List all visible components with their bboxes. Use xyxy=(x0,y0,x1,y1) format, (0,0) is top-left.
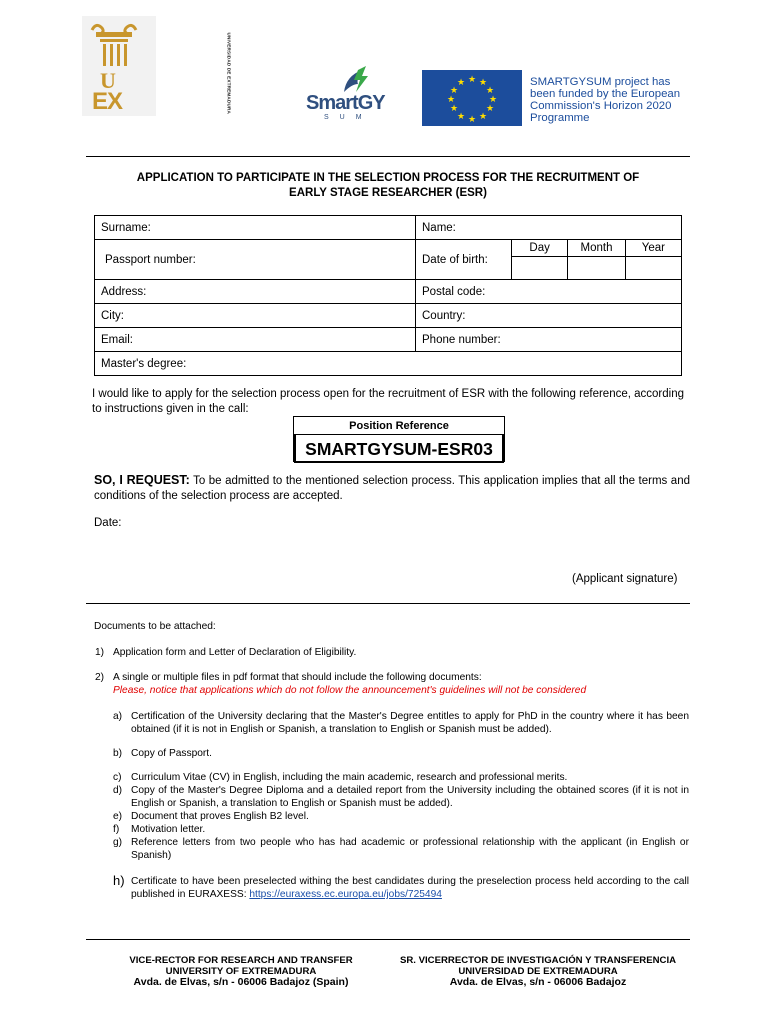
footer-english xyxy=(96,955,386,988)
svg-text:★: ★ xyxy=(446,95,456,105)
footer-left-address: Avda. de Elvas, s/n - 06006 Badajoz (Spain) xyxy=(133,976,349,988)
university-extremadura-logo xyxy=(82,16,232,116)
masters-degree-field[interactable]: Master's degree: xyxy=(95,352,682,376)
dob-day-header: Day xyxy=(512,240,568,256)
svg-text:★: ★ xyxy=(478,112,488,122)
svg-text:★: ★ xyxy=(449,86,459,96)
svg-text:★: ★ xyxy=(488,95,498,105)
signature-divider xyxy=(86,603,690,604)
euraxess-link[interactable]: https://euraxess.ec.europa.eu/jobs/725494 xyxy=(249,889,442,900)
dob-month-header: Month xyxy=(568,240,625,256)
uex-ex-letters: EX xyxy=(92,88,123,115)
city-field[interactable]: City: xyxy=(95,304,416,328)
country-field[interactable]: Country: xyxy=(416,304,682,328)
svg-text:★: ★ xyxy=(485,104,495,114)
dob-month-input[interactable] xyxy=(568,256,625,279)
documents-heading: Documents to be attached: xyxy=(94,621,216,632)
document-sub-f: Motivation letter. xyxy=(131,824,206,835)
svg-text:★: ★ xyxy=(485,86,495,96)
name-field[interactable]: Name: xyxy=(416,216,682,240)
document-item-1: Application form and Letter of Declaration of Eligibility. xyxy=(113,647,357,658)
svg-text:★: ★ xyxy=(467,75,477,85)
date-label: Date: xyxy=(94,517,122,529)
phone-field[interactable]: Phone number: xyxy=(416,328,682,352)
footer-spanish xyxy=(388,955,688,988)
document-sub-g: Reference letters from two people who has had academic or professional relationship with the applicant (in English or Spanish) xyxy=(131,837,689,861)
uex-u-letter: U xyxy=(100,68,116,93)
request-statement xyxy=(94,473,690,504)
position-reference-label: Position Reference xyxy=(294,417,504,435)
svg-text:★: ★ xyxy=(456,78,466,88)
email-field[interactable]: Email: xyxy=(95,328,416,352)
signature-label: (Applicant signature) xyxy=(572,573,678,585)
footer-divider xyxy=(86,939,690,940)
footer-right-address: Avda. de Elvas, s/n - 06006 Badajoz xyxy=(449,976,627,988)
footer-right-line-2: UNIVERSIDAD DE EXTREMADURA xyxy=(458,966,618,977)
footer-left-line-1: VICE-RECTOR FOR RESEARCH AND TRANSFER xyxy=(129,955,353,966)
uex-vertical-name: UNIVERSIDAD DE EXTREMADURA xyxy=(226,32,232,115)
column-capital-icon xyxy=(86,20,142,70)
apply-statement: I would like to apply for the selection process open for the recruitment of ESR with the following reference, according to instructions given in the call: xyxy=(92,388,684,415)
document-sub-a: Certification of the University declaring that the Master's Degree entitles to apply for PhD in the country where it has been obtained (if it is not in English or Spanish, a translation to English or Spanish must be added). xyxy=(131,711,689,735)
header-divider xyxy=(86,156,690,157)
footer-left-line-2: UNIVERSITY OF EXTREMADURA xyxy=(165,966,317,977)
dob-year-header: Year xyxy=(625,240,681,256)
eu-flag xyxy=(422,70,522,126)
postal-code-field[interactable]: Postal code: xyxy=(416,280,682,304)
document-sub-b: Copy of Passport. xyxy=(131,748,212,759)
dob-day-input[interactable] xyxy=(512,256,568,279)
request-text: To be admitted to the mentioned selection process. This application implies that all the terms and conditions of the selection process are accepted. xyxy=(94,475,690,502)
address-field[interactable]: Address: xyxy=(95,280,416,304)
list-marker: 1) xyxy=(95,647,105,658)
svg-text:★: ★ xyxy=(456,112,466,122)
smartgysum-logo xyxy=(306,66,410,126)
title-line-2: EARLY STAGE RESEARCHER (ESR) xyxy=(289,187,487,199)
dob-label: Date of birth: xyxy=(416,240,512,280)
guidelines-warning: Please, notice that applications which do not follow the announcement's guidelines will not be considered xyxy=(113,685,587,696)
dob-year-input[interactable] xyxy=(625,256,681,279)
svg-text:★: ★ xyxy=(449,104,459,114)
document-sub-d: Copy of the Master's Degree Diploma and a detailed report from the University including the obtained scores (if it is not in English or Spanish, a translation to English or Spanish must be added). xyxy=(131,785,689,809)
document-sub-h: Certificate to have been preselected withing the best candidates during the preselection process held according to the call published in EURAXESS: https://euraxess.ec.europa.eu/jobs/725494 xyxy=(131,876,689,900)
footer-right-line-1: SR. VICERRECTOR DE INVESTIGACIÓN Y TRANSFERENCIA xyxy=(399,955,677,966)
page-title xyxy=(86,171,690,201)
document-sub-e: Document that proves English B2 level. xyxy=(131,811,309,822)
lightning-leaf-icon xyxy=(336,66,376,94)
svg-text:★: ★ xyxy=(478,78,488,88)
svg-text:★: ★ xyxy=(467,115,477,125)
request-lead: SO, I REQUEST: xyxy=(94,473,190,487)
position-reference-value: SMARTGYSUM-ESR03 xyxy=(294,435,504,463)
smart-logo-sub: SUM xyxy=(324,114,373,121)
eu-stars-icon xyxy=(422,70,522,126)
applicant-form-table xyxy=(94,215,682,376)
title-line-1: APPLICATION TO PARTICIPATE IN THE SELECTION PROCESS FOR THE RECRUITMENT OF xyxy=(136,172,640,184)
eu-funding-text: SMARTGYSUM project has been funded by the European Commission's Horizon 2020 Programme xyxy=(530,76,681,124)
list-marker: 2) xyxy=(95,672,105,683)
passport-field[interactable]: Passport number: xyxy=(95,240,416,280)
document-sub-c: Curriculum Vitae (CV) in English, including the main academic, research and professional merits. xyxy=(131,772,568,783)
document-item-2: A single or multiple files in pdf format that should include the following documents: Please, notice that applications which do not follow the announcement's guidelines will not be considered xyxy=(113,672,587,696)
dob-grid xyxy=(512,240,682,280)
surname-field[interactable]: Surname: xyxy=(95,216,416,240)
position-reference-box xyxy=(293,416,505,462)
smart-logo-wordmark: SmartGY xyxy=(306,92,385,114)
